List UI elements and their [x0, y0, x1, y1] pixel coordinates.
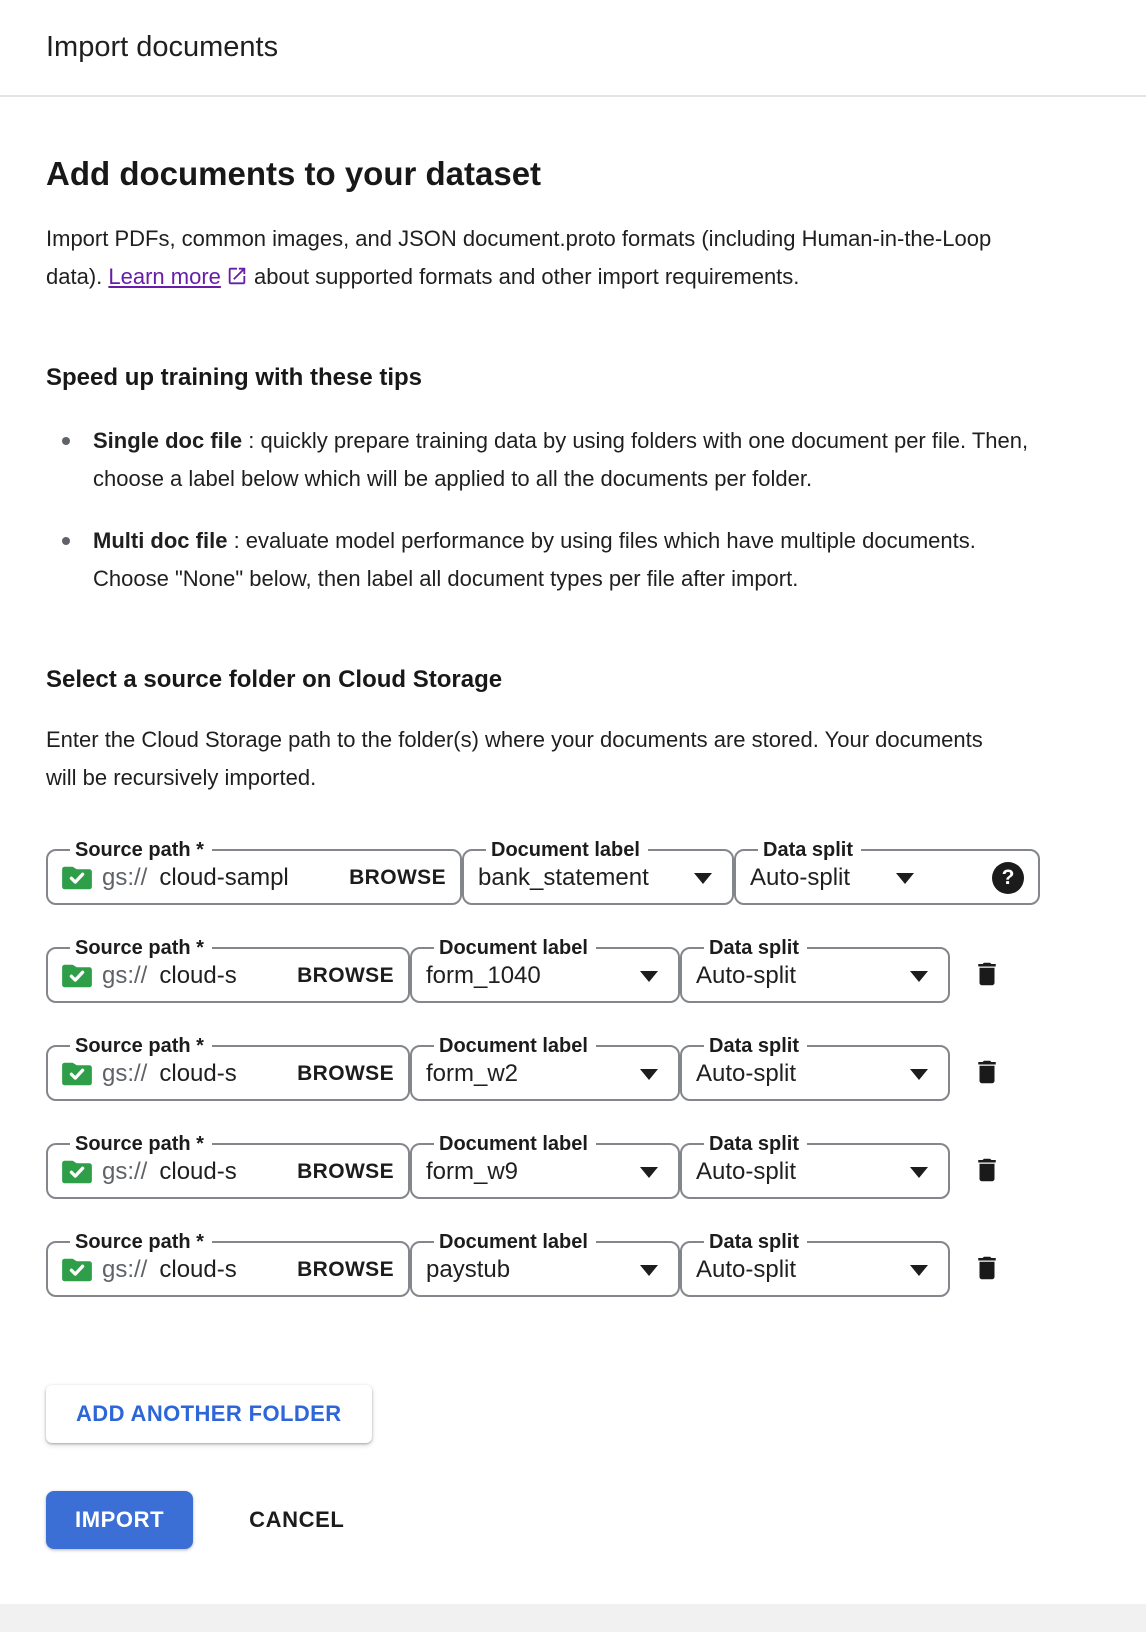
source-path-field	[46, 937, 410, 1003]
intro-paragraph	[46, 220, 1036, 296]
document-label-label	[434, 1133, 596, 1155]
folder-check-icon	[62, 963, 92, 989]
add-another-folder-button[interactable]: ADD ANOTHER FOLDER	[46, 1385, 372, 1443]
gs-prefix: gs://	[102, 864, 148, 891]
tips-heading: Speed up training with these tips	[46, 364, 423, 391]
dialog-actions	[46, 1491, 1100, 1549]
data-split-field	[734, 839, 1040, 905]
import-row	[46, 937, 1100, 1003]
delete-row-button[interactable]	[968, 1149, 1006, 1194]
external-link-icon	[221, 264, 248, 289]
gs-prefix: gs://	[102, 962, 148, 989]
chevron-down-icon	[910, 1069, 928, 1080]
tip-item	[62, 422, 1057, 498]
document-label-label	[434, 1035, 596, 1057]
import-row	[46, 1231, 1100, 1297]
data-split-field	[680, 937, 950, 1003]
source-section-description: Enter the Cloud Storage path to the folder(s) where your documents are stored. Your documents will be recursively imported.	[46, 727, 983, 790]
tip-lead: Single doc file	[93, 428, 243, 453]
delete-row-button[interactable]	[968, 953, 1006, 998]
gs-prefix: gs://	[102, 1060, 148, 1087]
data-split-label	[704, 1133, 807, 1155]
chevron-down-icon	[640, 1265, 658, 1276]
source-path-input[interactable]	[159, 962, 287, 990]
document-label-field	[410, 937, 680, 1003]
browse-button[interactable]: BROWSE	[287, 964, 394, 988]
data-split-select[interactable]	[750, 859, 1024, 903]
chevron-down-icon	[640, 1167, 658, 1178]
page-title: Add documents to your dataset	[46, 155, 542, 192]
learn-more-link[interactable]: Learn more	[108, 264, 221, 289]
data-split-field	[680, 1231, 950, 1297]
intro-text-before: Import PDFs, common images, and JSON document.proto formats (including Human-in-the-Loop data).	[46, 226, 992, 289]
folder-check-icon	[62, 1061, 92, 1087]
source-path-field	[46, 1133, 410, 1199]
data-split-select[interactable]	[696, 1153, 934, 1197]
source-path-label	[70, 839, 212, 861]
folder-check-icon	[62, 1159, 92, 1185]
document-label-label	[486, 839, 648, 861]
source-path-input[interactable]	[159, 1158, 287, 1186]
chevron-down-icon	[910, 971, 928, 982]
field-label-text: Source path *	[75, 1133, 204, 1155]
field-label-text: Data split	[709, 1133, 800, 1155]
source-path-label	[70, 937, 212, 959]
field-label-text: Data split	[763, 839, 854, 861]
document-label-select[interactable]	[426, 1153, 664, 1197]
data-split-label	[758, 839, 861, 861]
source-path-input[interactable]	[159, 864, 339, 892]
chevron-down-icon	[910, 1167, 928, 1178]
field-label-text: Document label	[439, 1231, 588, 1253]
field-label-text: Source path *	[75, 1231, 204, 1253]
data-split-value: Auto-split	[750, 864, 851, 891]
source-path-input[interactable]	[159, 1256, 287, 1284]
data-split-value: Auto-split	[696, 962, 797, 989]
tips-list	[46, 422, 1100, 598]
source-path-label	[70, 1231, 212, 1253]
document-label-value: form_1040	[426, 962, 541, 989]
chevron-down-icon	[910, 1265, 928, 1276]
document-label-value: form_w9	[426, 1158, 519, 1185]
dialog-body	[0, 155, 1146, 1549]
source-path-field	[46, 839, 462, 905]
document-label-field	[410, 1035, 680, 1101]
intro-text-after: about supported formats and other import requirements.	[247, 264, 800, 289]
field-label-text: Source path *	[75, 839, 204, 861]
document-label-select[interactable]	[426, 1055, 664, 1099]
data-split-label	[704, 1035, 807, 1057]
data-split-field	[680, 1035, 950, 1101]
document-label-field	[410, 1231, 680, 1297]
data-split-select[interactable]	[696, 1055, 934, 1099]
chevron-down-icon	[694, 873, 712, 884]
chevron-down-icon	[640, 971, 658, 982]
folder-check-icon	[62, 865, 92, 891]
delete-row-button[interactable]	[968, 1051, 1006, 1096]
source-path-field	[46, 1231, 410, 1297]
tip-lead: Multi doc file	[93, 528, 228, 553]
document-label-value: bank_statement	[478, 864, 649, 891]
field-label-text: Document label	[439, 937, 588, 959]
source-path-input[interactable]	[159, 1060, 287, 1088]
tip-text: : evaluate model performance by using files which have multiple documents. Choose "None" below, then label all document types per file after import.	[93, 528, 976, 591]
data-split-value: Auto-split	[696, 1158, 797, 1185]
document-label-field	[462, 839, 734, 905]
data-split-value: Auto-split	[696, 1060, 797, 1087]
field-label-text: Data split	[709, 1035, 800, 1057]
document-label-field	[410, 1133, 680, 1199]
help-icon[interactable]	[992, 862, 1024, 894]
tip-text: : quickly prepare training data by using folders with one document per file. Then, choose a label below which will be applied to all the documents per folder.	[93, 428, 1029, 491]
field-label-text: Document label	[491, 839, 640, 861]
document-label-select[interactable]	[426, 1251, 664, 1295]
field-label-text: Data split	[709, 937, 800, 959]
field-label-text: Source path *	[75, 937, 204, 959]
gs-prefix: gs://	[102, 1158, 148, 1185]
field-label-text: Data split	[709, 1231, 800, 1253]
browse-button[interactable]: BROWSE	[287, 1258, 394, 1282]
data-split-label	[704, 937, 807, 959]
source-section-heading: Select a source folder on Cloud Storage	[46, 666, 503, 693]
page-background-strip	[0, 1604, 1146, 1632]
dialog-header	[0, 0, 1146, 97]
chevron-down-icon	[896, 873, 914, 884]
gs-prefix: gs://	[102, 1256, 148, 1283]
import-rows	[46, 839, 1100, 1297]
data-split-field	[680, 1133, 950, 1199]
import-row	[46, 1035, 1100, 1101]
browse-button[interactable]: BROWSE	[339, 866, 446, 890]
document-label-value: paystub	[426, 1256, 511, 1283]
data-split-select[interactable]	[696, 957, 934, 1001]
document-label-label	[434, 937, 596, 959]
field-label-text: Document label	[439, 1035, 588, 1057]
source-path-field	[46, 1035, 410, 1101]
delete-row-button[interactable]	[968, 1247, 1006, 1292]
field-label-text: Document label	[439, 1133, 588, 1155]
folder-check-icon	[62, 1257, 92, 1283]
document-label-select[interactable]	[426, 957, 664, 1001]
tip-item	[62, 522, 1057, 598]
source-path-label	[70, 1133, 212, 1155]
cancel-button[interactable]: CANCEL	[249, 1507, 345, 1532]
data-split-select[interactable]	[696, 1251, 934, 1295]
dialog-title: Import documents	[46, 31, 279, 63]
data-split-label	[704, 1231, 807, 1253]
import-row	[46, 1133, 1100, 1199]
chevron-down-icon	[640, 1069, 658, 1080]
data-split-value: Auto-split	[696, 1256, 797, 1283]
browse-button[interactable]: BROWSE	[287, 1062, 394, 1086]
browse-button[interactable]: BROWSE	[287, 1160, 394, 1184]
document-label-value: form_w2	[426, 1060, 519, 1087]
field-label-text: Source path *	[75, 1035, 204, 1057]
source-path-label	[70, 1035, 212, 1057]
document-label-label	[434, 1231, 596, 1253]
document-label-select[interactable]	[478, 859, 718, 903]
import-button[interactable]: IMPORT	[46, 1491, 193, 1549]
import-row	[46, 839, 1100, 905]
